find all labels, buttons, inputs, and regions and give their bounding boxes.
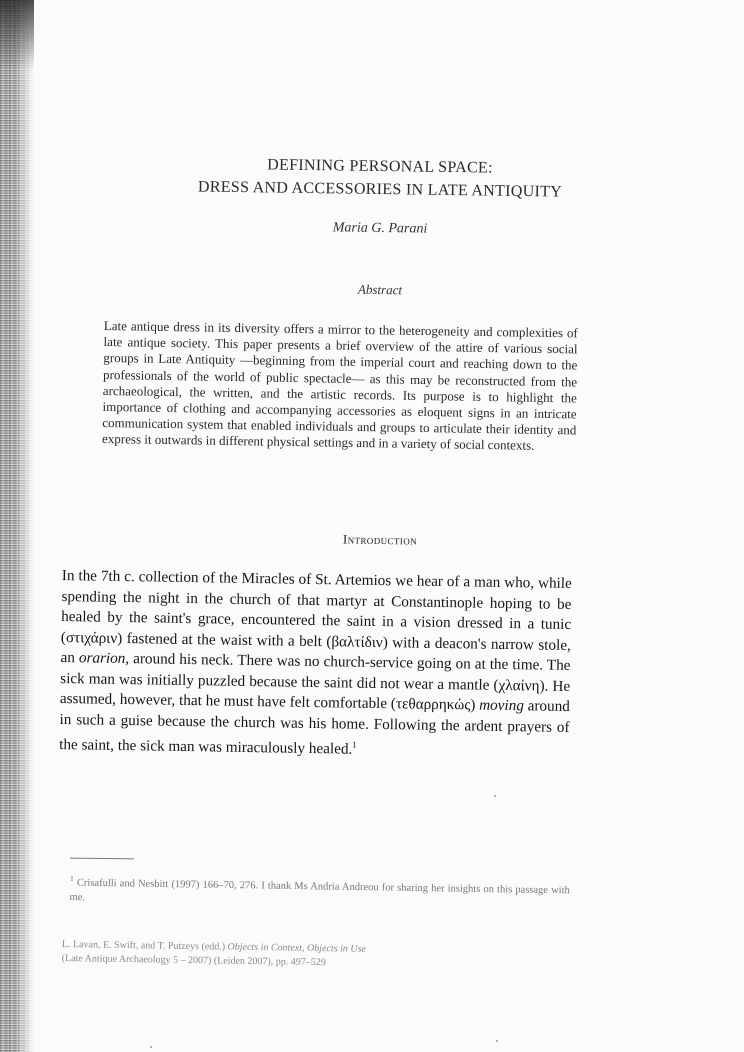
body-text: ): [470, 696, 480, 714]
footnote-marker: 1: [69, 873, 74, 884]
body-text: ). He assumed, however, that he must have felt comfortable (: [59, 677, 571, 713]
greek-term-tunic: στιχάριν: [65, 628, 118, 647]
paper-title-line-2: DRESS AND ACCESSORIES IN LATE ANTIQUITY: [197, 178, 563, 201]
scan-binding-edge: [0, 0, 34, 1052]
scan-speck: [150, 1046, 152, 1048]
publication-source: [62, 938, 582, 973]
source-volume-title: Objects in Context, Objects in Use: [227, 941, 366, 955]
body-text: around his neck. There was no church-service going on at the time. The sick man was initially puzzled because the saint did not wear a mantle (: [60, 650, 571, 694]
source-editors: L. Lavan, E. Swift, and T. Putzeys (edd.): [61, 938, 228, 953]
section-heading-introduction: Introduction: [342, 531, 418, 548]
term-orarion: orarion,: [78, 649, 130, 668]
footnote-1: [69, 872, 569, 912]
body-text: In the 7th c. collection of the Miracles of St. Artemios we hear of a man who, while spending the night in the church of that martyr at Constantinople hoping to be healed by the saint's grace, encountered the saint in a vision dressed in a tunic (: [60, 566, 572, 646]
body-text: ) with a deacon's narrow stole, an: [60, 633, 571, 667]
abstract-paragraph: Late antique dress in its diversity offers a mirror to the heterogeneity and complexities of late antique society. This paper presents a brief overview of the attire of various social groups in Late Antiquity —beginning from the imperial court and reaching down to the professionals of the world of public spectacle— as this may be reconstructed from the archaeological, the written, and the artistic records. Its purpose is to highlight the importance of clothing and accompanying accessories as eloquent signs in an intricate communication system that enabled individuals and groups to articulate their identity and express it outwards in different physical settings and in a variety of social contexts.: [101, 318, 578, 454]
abstract-heading: Abstract: [357, 281, 403, 298]
footnote-reference[interactable]: 1: [352, 739, 357, 750]
scan-binding-shadow: [0, 0, 34, 70]
introduction-paragraph: [59, 566, 572, 764]
scan-speck: [494, 795, 496, 797]
body-text: around in such a guise because the church was his home. Following the ardent prayers of the saint, the sick man was miraculously healed.: [59, 697, 570, 758]
greek-term-mantle: χλαίνη: [498, 676, 540, 695]
footnote-text: Crisafulli and Nesbitt (1997) 166–70, 276. I thank Ms Andria Andreou for sharing her insights on this passage with me.: [69, 877, 570, 903]
term-moving: moving: [479, 696, 524, 715]
source-series-pages: (Late Antique Archaeology 5 – 2007) (Leiden 2007), pp. 497–529: [61, 952, 326, 968]
body-text: ) fastened at the waist with a belt (: [117, 629, 332, 650]
footnote-divider: [70, 858, 134, 860]
author-name: Maria G. Parani: [332, 220, 428, 237]
greek-term-comfortable: τεθαρρηκώς: [395, 695, 471, 714]
scan-speck: [496, 1040, 498, 1042]
paper-title-line-1: DEFINING PERSONAL SPACE:: [267, 156, 493, 177]
greek-term-belt: βαλτίδιν: [331, 632, 383, 651]
